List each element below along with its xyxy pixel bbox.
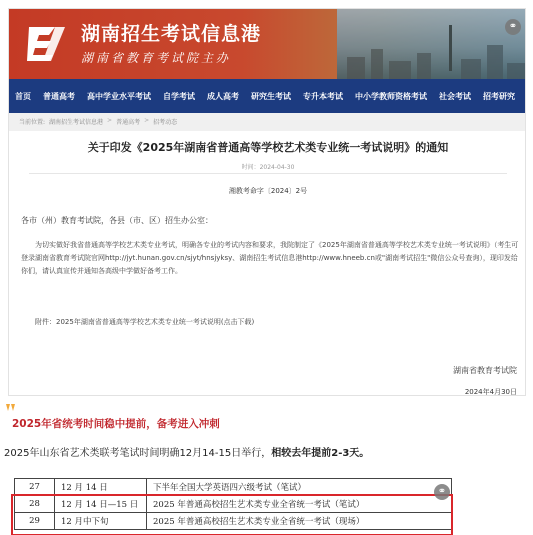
exam-logo-icon bbox=[25, 21, 69, 65]
row-event: 2025 年普通高校招生艺术类专业全省统一考试（笔试） bbox=[147, 496, 452, 513]
main-nav bbox=[9, 79, 526, 113]
notice-document bbox=[9, 131, 526, 396]
sign-date: 2024年4月30日 bbox=[464, 388, 517, 396]
site-slogan: 湖南省教育考试院主办 bbox=[81, 51, 232, 65]
nav-item-yanjiusheng[interactable]: 研究生考试 bbox=[251, 91, 291, 101]
nav-item-zhaokao[interactable]: 招考研究 bbox=[483, 91, 515, 101]
nav-item-zhuanshengben[interactable]: 专升本考试 bbox=[303, 91, 343, 101]
table-row bbox=[15, 479, 452, 496]
paragraph-emphasis: 相较去年提前2-3天。 bbox=[271, 448, 370, 459]
site-title[interactable]: 湖南招生考试信息港 bbox=[81, 23, 262, 45]
breadcrumb-item-home[interactable]: 湖南招生考试信息港 bbox=[49, 119, 104, 126]
nav-item-shehui[interactable]: 社会考试 bbox=[439, 91, 471, 101]
attachment bbox=[35, 317, 254, 327]
table-row bbox=[15, 496, 452, 513]
row-number: 27 bbox=[15, 479, 55, 496]
row-date: 12 月 14 日 bbox=[55, 479, 147, 496]
notice-body: 为切实做好我省普通高等学校艺术类专业考试，明确各专业的考试内容和要求，我院制定了《2025年湖南省普通高等学校艺术类专业统一考试说明》（考生可登录湖南省教育考试院官网http://jyt.hunan.gov.cn/sjyt/hnsjyksy、湖南招生考试信息港http://www.hneeb.cn或"湖南考试招生"微信公众号查询），现印发给你们，请认真宣传并通知各高级中学做好备考工作。 bbox=[21, 241, 519, 275]
attachment-prefix: 附件： bbox=[35, 318, 56, 326]
breadcrumb-item-gaokao[interactable]: 普通高考 bbox=[116, 119, 141, 126]
row-date: 12 月 14 日—15 日 bbox=[55, 496, 147, 513]
breadcrumb-label: 当前位置: bbox=[19, 119, 46, 126]
site-banner bbox=[9, 9, 526, 79]
nav-item-zixue[interactable]: 自学考试 bbox=[163, 91, 195, 101]
salutation: 各市（州）教育考试院，各县（市、区）招生办公室： bbox=[21, 216, 213, 225]
article-paragraph bbox=[4, 444, 369, 459]
notice-date: 时间：2024-04-30 bbox=[241, 164, 295, 171]
row-event: 2025 年普通高校招生艺术类专业全省统一考试（现场） bbox=[147, 513, 452, 530]
link-icon[interactable]: ⚭ bbox=[434, 484, 450, 500]
link-icon[interactable]: ⚭ bbox=[505, 19, 521, 35]
row-number: 28 bbox=[15, 496, 55, 513]
nav-item-gaokao[interactable]: 普通高考 bbox=[43, 91, 75, 101]
breadcrumb: 当前位置: 湖南招生考试信息港 > 普通高考 > 招考动态 bbox=[19, 117, 178, 126]
nav-item-xueye[interactable]: 高中学业水平考试 bbox=[87, 91, 151, 101]
row-date: 12 月中下旬 bbox=[55, 513, 147, 530]
breadcrumb-item-news[interactable]: 招考动态 bbox=[153, 119, 178, 126]
row-event: 下半年全国大学英语四六级考试（笔试） bbox=[147, 479, 452, 496]
schedule-table bbox=[14, 478, 452, 530]
signatory: 湖南省教育考试院 bbox=[453, 366, 517, 375]
divider bbox=[29, 173, 507, 174]
section-heading: 2025年省统考时间稳中提前，备考进入冲刺 bbox=[12, 418, 220, 430]
attachment-download-link[interactable]: 2025年湖南省普通高等学校艺术类专业统一考试说明(点击下载) bbox=[56, 318, 255, 326]
website-screenshot bbox=[8, 8, 526, 396]
document-number: 湘教考命字〔2024〕2号 bbox=[228, 187, 308, 195]
notice-title: 关于印发《2025年湖南省普通高等学校艺术类专业统一考试说明》的通知 bbox=[87, 141, 449, 154]
nav-item-home[interactable]: 首页 bbox=[15, 91, 31, 101]
city-skyline bbox=[337, 9, 526, 79]
nav-item-jiaoshi[interactable]: 中小学教师资格考试 bbox=[355, 91, 427, 101]
paragraph-text: 2025年山东省艺术类联考笔试时间明确12月14-15日举行， bbox=[4, 448, 272, 459]
nav-item-chengren[interactable]: 成人高考 bbox=[207, 91, 239, 101]
schedule-table-wrap bbox=[14, 478, 452, 535]
table-row bbox=[15, 513, 452, 530]
row-number: 29 bbox=[15, 513, 55, 530]
